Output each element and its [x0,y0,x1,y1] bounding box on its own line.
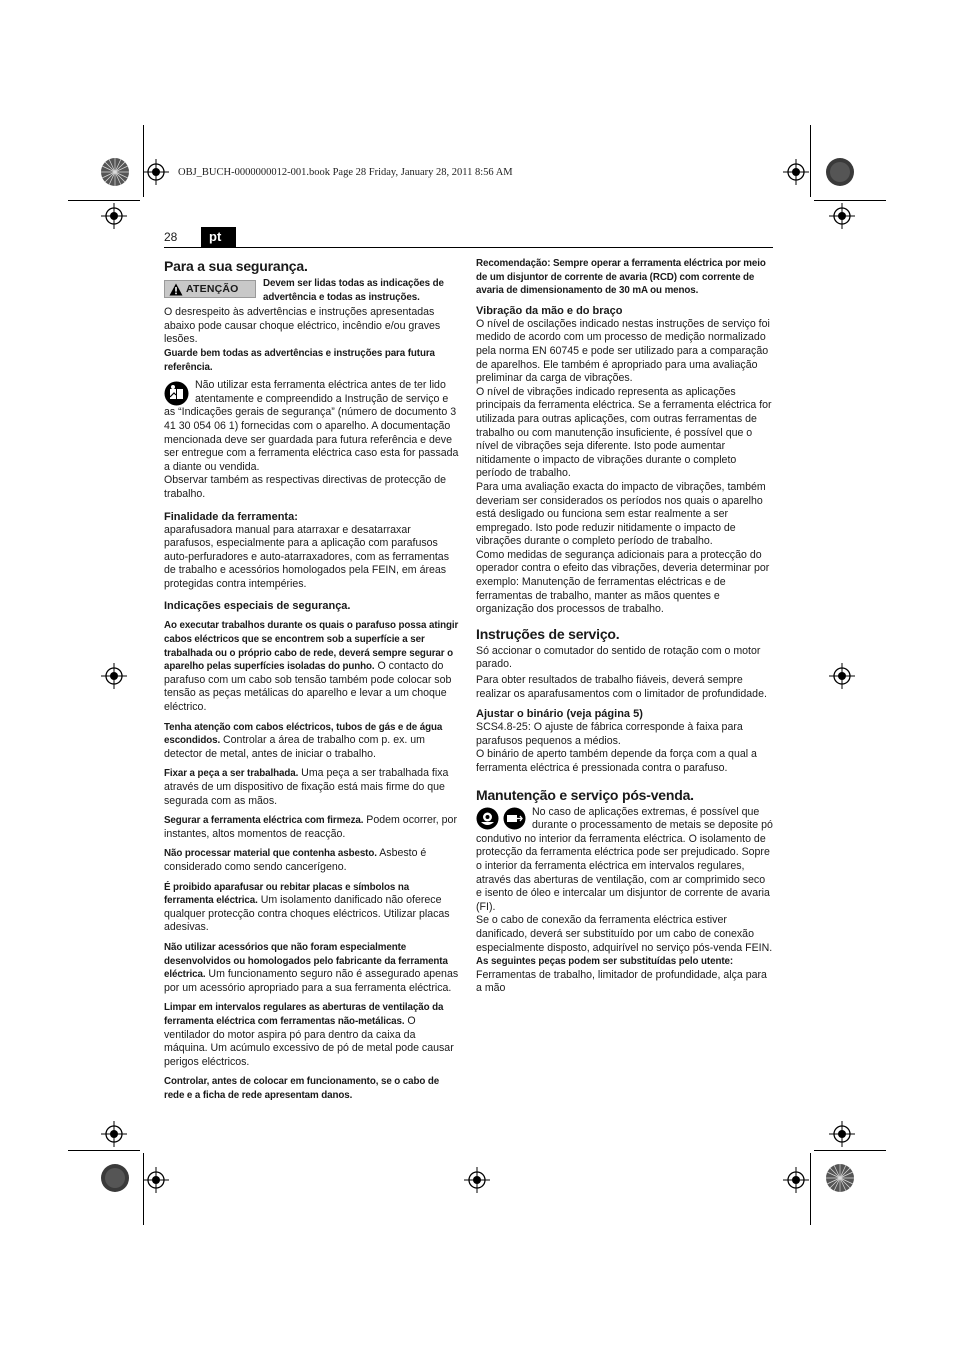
registration-mark-icon [101,1121,127,1147]
paragraph: Para obter resultados de trabalho fiáveis, deverá sempre realizar os aparafusamentos com o limitador de profundidade. [476,674,767,700]
eye-protection-icon [476,807,499,830]
page-number: 28 [164,230,178,244]
paragraph: SCS4.8-25: O ajuste de fábrica corresponde à faixa para parafusos pequenos a médios. [476,721,743,747]
warning-text: Devem ser lidas todas as indicações de advertência e todas as instruções. [263,278,444,303]
registration-mark-icon [101,203,127,229]
crop-mark [68,1150,140,1151]
heading-special-safety: Indicações especiais de segurança. [164,600,351,613]
paragraph: aparafusadora manual para atarraxar e desatarraxar parafusos, especialmente para a aplicação com parafusos auto-perfuradores e auto-atarraxadores, com as ferramentas de trabalho e acessórios homologados pela FEIN, em áreas protegidas contra intempéries. [164,523,449,590]
registration-mark-icon [829,1121,855,1147]
compressed-air-icon [503,807,526,830]
starburst-wheel-icon [100,157,130,187]
registration-mark-icon [101,663,127,689]
starburst-wheel-icon [825,1163,855,1193]
safety-item: Segurar a ferramenta eléctrica com firmeza. Podem ocorrer, por instantes, altos momentos de reacção. [164,814,457,840]
warning-block [164,277,460,304]
paragraph: Só accionar o comutador do sentido de rotação com o motor parado. [476,644,761,671]
language-tab: pt [201,227,236,247]
warning-triangle-icon [169,283,183,296]
crop-mark [68,200,140,201]
paragraph: Se o cabo de conexão da ferramenta eléctrica estiver danificado, deverá ser substituído por um cabo de conexão especialmente disposto, adquirível no serviço pós-venda FEIN. [476,914,773,954]
paragraph: Como medidas de segurança adicionais para a protecção do operador contra o efeito das vibrações, deveria determinar por exemplo: Manutenção de ferramentas eléctricas e de ferramentas de trabalho, manter as mãos quentes e organização dos processos de trabalho. [476,548,770,616]
paragraph-bold: Guarde bem todas as advertências e instruções para futura referência. [164,347,435,373]
paragraph: Observar também as respectivas directivas de protecção de trabalho. [164,474,447,500]
safety-item: Não processar material que contenha asbesto. Asbesto é considerado como sendo cancerígeno. [164,847,427,873]
heading-vibration: Vibração da mão e do braço [476,304,623,317]
crop-mark [814,1150,886,1151]
recommendation: Recomendação: Sempre operar a ferramenta eléctrica por meio de um disjuntor de corrente de avaria (RCD) com corrente de avaria de dimensionamento de 30 mA ou menos. [476,258,766,297]
safety-item: Tenha atenção com cabos eléctricos, tubos de gás e de água escondidos. Controlar a área de trabalho com p. ex. um detector de metal, antes de iniciar o trabalho. [164,721,443,760]
section-title-operation: Instruções de serviço. [476,625,620,642]
left-column [164,257,460,1102]
header-rule [164,247,773,248]
warning-badge-label: ATENÇÃO [186,283,239,295]
safety-item: É proibido aparafusar ou rebitar placas e símbolos na ferramenta eléctrica. Um isolamento danificado não oferece qualquer protecção contra choques eléctricos. Utilizar placas adesivas. [164,881,450,934]
safety-item: Ao executar trabalhos durante os quais o parafuso possa atingir cabos eléctricos que se encontrem sob a superfície a ser trabalhada ou o próprio cabo de rede, deverá sempre segurar o aparelho pelas superfícies isoladas do punho. O contacto do parafuso com um cabo sob tensão também pode colocar sob tensão as peças metálicas do aparelho e levar a um choque eléctrico. [164,620,459,714]
paragraph-bold: As seguintes peças podem ser substituídas pelo utente: [476,956,734,968]
paragraph: Não utilizar esta ferramenta eléctrica antes de ter lido atentamente e compreendido a Instrução de serviço e as “Indicações gerais de segurança” (número de documento 3 41 30 054 06 1) fornecidas com o aparelho. A documentação mencionada deve ser guardada para futura referência e deve ser entregue com a ferramenta eléctrica caso esta for passada a diante ou vendida. [164,379,459,473]
paragraph: O nível de vibrações indicado representa as aplicações principais da ferramenta eléctrica. Se a ferramenta eléctrica for utilizada para outras aplicações, com outras ferramentas de trabalho ou com manutenção insuficiente, é possível que o nível de vibrações seja diferente. Isto pode aumentar nitidamente o impacto de vibrações durante o completo período de trabalho. [476,385,772,480]
crop-mark [814,200,886,201]
registration-mark-icon [829,203,855,229]
paragraph: Ferramentas de trabalho, limitador de profundidade, alça para a mão [476,968,767,995]
read-manual-icon [164,381,189,406]
safety-item: Não utilizar acessórios que não foram especialmente desenvolvidos ou homologados pelo fabricante da ferramenta eléctrica. Um funcionamento seguro não é assegurado apenas por um acessório apropriado para a sua ferramenta eléctrica. [164,941,459,994]
crop-mark [810,1153,811,1225]
section-title-maintenance: Manutenção e serviço pós-venda. [476,786,694,803]
paragraph: O desrespeito às advertências e instruções apresentadas abaixo pode causar choque eléctrico, incêndio e/ou graves lesões. [164,306,441,346]
registration-mark-icon [143,1167,169,1193]
gray-wheel-icon [825,157,855,187]
right-column [476,257,773,996]
paragraph: Para uma avaliação exacta do impacto de vibrações, também deveriam ser considerados os períodos nos quais o aparelho está desligado ou funciona sem estar realmente a ser empregado. Isto pode reduzir nitidamente o impacto de vibrações durante o completo período de trabalho. [476,480,766,548]
paragraph: No caso de aplicações extremas, é possível que durante o processamento de metais se deposite pó condutivo no interior da ferramenta eléctrica. O isolamento de protecção da ferramenta eléctrica pode ser prejudicado. Sopre o interior da ferramenta eléctrica em intervalos regulares, através das aberturas de ventilação, com ar comprimido seco e isento de óleo e intercalar um disjuntor de corrente de avaria (FI). [476,805,773,913]
registration-mark-icon [143,159,169,185]
paragraph: O binário de aperto também depende da força com a qual a ferramenta eléctrica é pressionada contra o parafuso. [476,748,757,774]
safety-item: Limpar em intervalos regulares as aberturas de ventilação da ferramenta eléctrica com ferramentas não-metálicas. O ventilador do motor aspira pó para dentro da caixa da máquina. Um acúmulo excessivo de pó de metal pode causar perigos eléctricos. [164,1002,454,1068]
paragraph: O nível de oscilações indicado nestas instruções de serviço foi medido de acordo com um processo de medição normalizado pela norma EN 60745 e pode ser utilizado para a comparação de aparelhos. Ele também é apropriado para uma avaliação preliminar da carga de vibrações. [476,317,770,385]
registration-mark-icon [783,1167,809,1193]
registration-mark-icon [464,1167,490,1193]
heading-torque: Ajustar o binário (veja página 5) [476,708,643,721]
warning-badge [164,280,256,298]
heading-purpose: Finalidade da ferramenta: [164,510,298,523]
section-title-safety: Para a sua segurança. [164,258,308,274]
book-file-info: OBJ_BUCH-0000000012-001.book Page 28 Friday, January 28, 2011 8:56 AM [178,167,513,178]
maintenance-note [476,806,773,915]
safety-item: Controlar, antes de colocar em funcionamento, se o cabo de rede e a ficha de rede apresentam danos. [164,1076,440,1101]
safety-item: Fixar a peça a ser trabalhada. Uma peça a ser trabalhada fixa através de um dispositivo de fixação está mais firme do que segurada com as mãos. [164,767,449,807]
gray-wheel-icon [100,1163,130,1193]
registration-mark-icon [783,159,809,185]
crop-mark [810,125,811,197]
manual-note [164,379,460,474]
registration-mark-icon [829,663,855,689]
maintenance-icons [476,807,526,830]
